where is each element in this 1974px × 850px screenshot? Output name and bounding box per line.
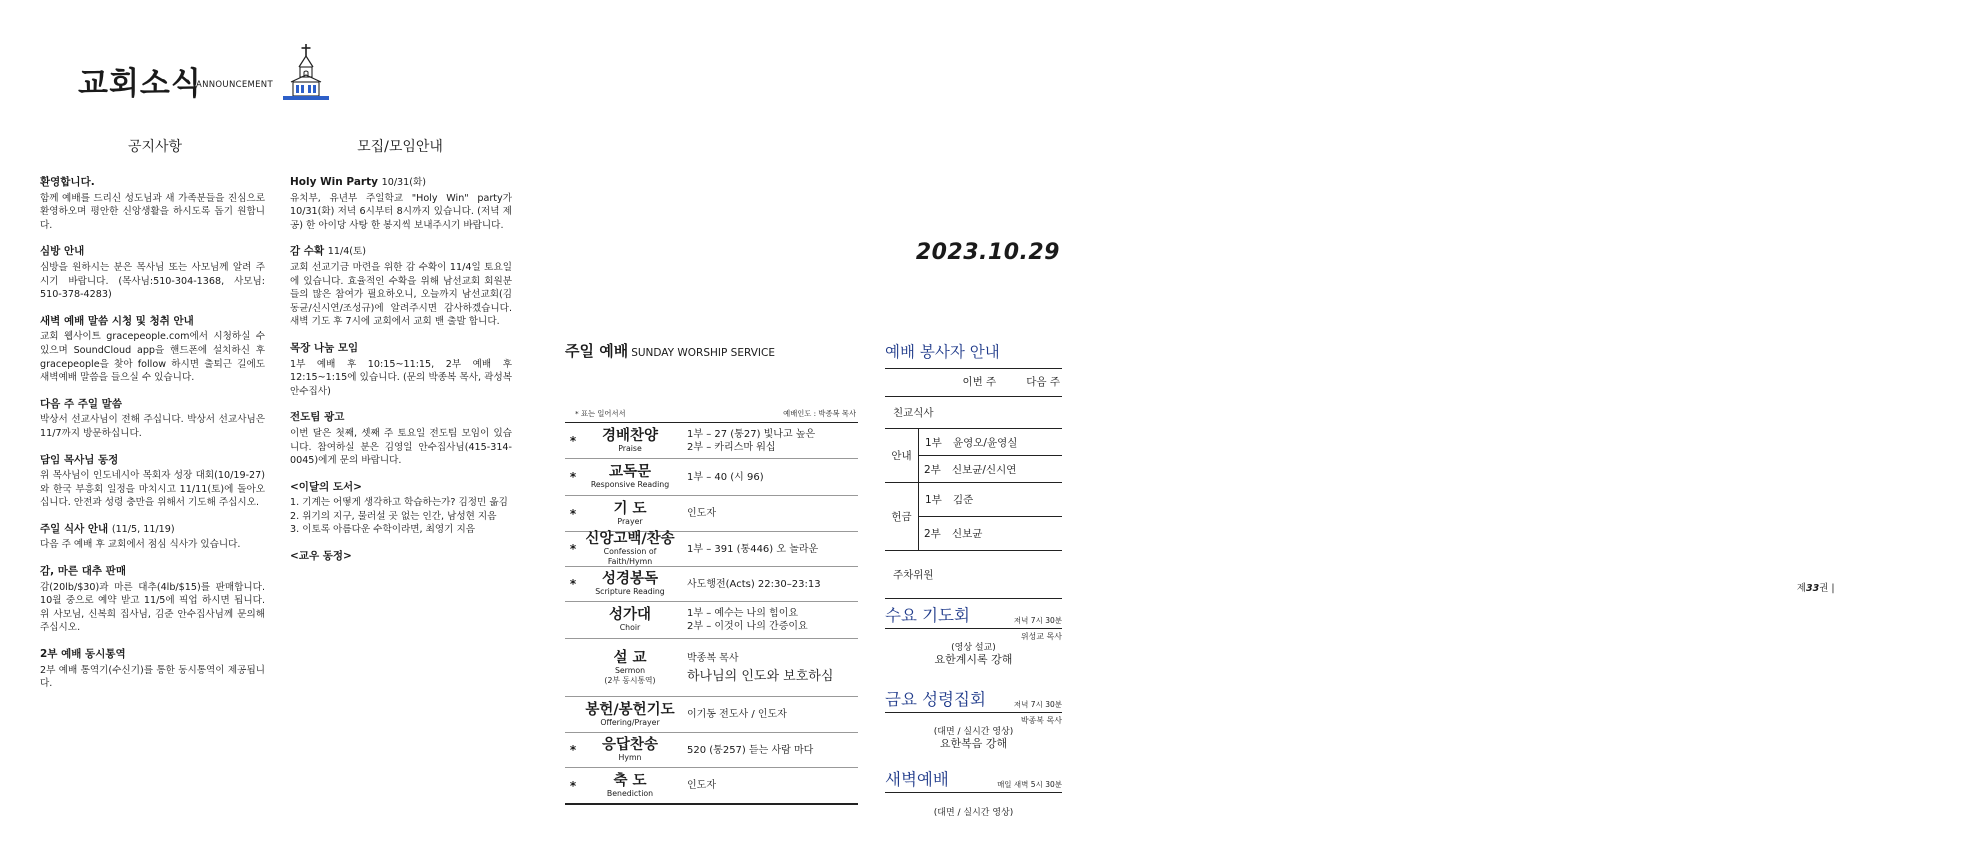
wednesday-prayer [885, 602, 1062, 666]
announcement-item [40, 398, 265, 441]
offering-label: 헌금 [885, 483, 919, 550]
book-item: 1. 기계는 어떻게 생각하고 학습하는가? 김정민 옮김 [290, 497, 508, 509]
worship-item-name: 성경봉독 Scripture Reading [595, 571, 665, 596]
worship-item-name: 설 교 Sermon (2부 동시통역) [604, 649, 656, 685]
announcement-title: 2부 예배 동시통역 [40, 648, 126, 661]
book-item: 2. 위기의 지구, 물러설 곳 없는 인간, 남성현 지음 [290, 510, 497, 522]
worship-item-name: 성가대 Choir [608, 607, 652, 632]
dawn-mode: (대면 / 실시간 영상) [933, 808, 1014, 818]
stand-mark: * [569, 506, 577, 521]
recruit-title: 감 수확 11/4(토) [290, 245, 367, 258]
issue-date: 2023.10.29 [915, 240, 1060, 265]
worship-row [565, 768, 858, 805]
wednesday-title: 수요 기도회 [885, 606, 970, 625]
col-next-week: 다음 주 [1026, 376, 1060, 388]
announcement-title: 담임 목사님 동정 [40, 453, 119, 466]
recruit-item [290, 176, 512, 232]
worship-item-detail: 1부 – 40 (시 96) [687, 471, 764, 483]
col-this-week: 이번 주 [962, 376, 997, 388]
book-item: 3. 이토록 아름다운 수학이라면, 최영기 지음 [290, 524, 475, 536]
worship-row [565, 639, 858, 697]
worship-item-detail: 인도자 [687, 780, 716, 791]
announcement-title: 심방 안내 [40, 245, 85, 258]
announcement-body: 교회 웹사이트 gracepeople.com에서 시청하실 수 있으며 SoundCloud app을 핸드폰에 설치하신 후 gracepeople을 찾아 follow 하시면 출퇴근 길에도 새벽예배 말씀을 들으실 수 있습니다. [40, 331, 265, 384]
member-news-section [290, 550, 512, 564]
parking-row: 주차위원 [885, 551, 1062, 599]
announcement-title: 새벽 예배 말씀 시청 및 청취 안내 [40, 314, 194, 327]
recruit-item [290, 411, 512, 467]
worship-item-detail: 이기동 전도사 / 인도자 [687, 709, 787, 720]
page-subtitle: ANNOUNCEMENT [196, 80, 273, 90]
announcement-body: 2부 예배 통역기(수신기)를 통한 동시통역이 제공됩니다. [40, 664, 265, 690]
worship-item-name: 신앙고백/찬송 Confession of Faith/Hymn [585, 531, 675, 566]
recruit-column [290, 176, 512, 577]
friday-topic: 요한복음 강해 [939, 737, 1008, 750]
friday-title: 금요 성령집회 [885, 690, 986, 709]
recruit-item [290, 245, 512, 329]
recruit-body: 유치부, 유년부 주일학교 "Holy Win" party가 10/31(화) 저녁 6시부터 8시까지 있습니다. (저녁 제공) 한 아이당 사탕 한 봉지씩 보내주시기 바랍니다. [290, 192, 512, 231]
guide-row: 1부 윤영오/윤영실 [925, 437, 1018, 449]
recruit-body: 이번 달은 첫째, 셋째 주 토요일 전도팀 모임이 있습니다. 참여하실 분은 김영일 안수집사님(415-314-0045)에게 문의 바랍니다. [290, 427, 512, 467]
worship-order [565, 340, 858, 805]
recruit-title: 목장 나눔 모임 [290, 341, 359, 354]
announcement-item [40, 454, 265, 510]
announcement-item [40, 176, 265, 232]
guide-label: 안내 [885, 429, 919, 482]
announcement-item [40, 648, 265, 691]
friday-service [885, 686, 1062, 750]
announcement-title: 주일 식사 안내 (11/5, 11/19) [40, 522, 175, 535]
announcement-title: 환영합니다. [40, 176, 95, 188]
friday-mode: (대면 / 실시간 영상) [933, 727, 1014, 737]
recruit-body: 교회 선교기금 마련을 위한 감 수확이 11/4일 토요일에 있습니다. 효율적인 수확을 위해 남선교회 회원분들의 많은 참여가 필요하오니, 오늘까지 남선교회(김동균/신시연/조성규)에 알려주시면 감사하겠습니다. 새벽 기도 후 7시에 교회에서 교회 밴 출발 합니다. [290, 261, 512, 328]
worship-item-detail: 1부 – 예수는 나의 힘이요 2부 – 이것이 나의 간증이요 [687, 608, 808, 632]
dawn-time: 매일 새벽 5시 30분 [997, 780, 1062, 789]
announcement-item [40, 245, 265, 301]
recruit-title: 전도팀 광고 [290, 411, 345, 424]
announcement-body: 감(20lb/$30)과 마른 대추(4lb/$15)를 판매합니다. 10월 중으로 예약 받고 11/5에 픽업 하시면 됩니다. 위 사모님, 신복희 집사님, 김준 안수집사님께 문의해 주십시오. [40, 581, 265, 634]
announcement-item [40, 315, 265, 385]
recruit-item [290, 342, 512, 398]
announcement-body: 박상서 선교사님이 전해 주십니다. 박상서 선교사님은 11/7까지 방문하십니다. [40, 414, 265, 439]
worship-item-detail: 1부 – 27 (통27) 빛나고 높은 2부 – 카리스마 워십 [687, 428, 816, 453]
announcement-body: 심방을 원하시는 분은 목사님 또는 사모님께 알려 주시기 바랍니다. (목사님:510-304-1368, 사모님: 510-378-4283) [40, 261, 265, 301]
worship-item-name: 경배찬양 Praise [601, 427, 659, 453]
stand-mark: * [569, 743, 577, 757]
announcement-title: 다음 주 주일 말씀 [40, 397, 122, 410]
announcement-body: 함께 예배를 드리신 성도님과 새 가족분들을 진심으로 환영하오며 평안한 신앙생활을 하시도록 돕기 원합니다. [40, 192, 265, 231]
church-icon [283, 42, 329, 100]
worship-item-detail: 인도자 [687, 508, 716, 519]
recruit-body: 1부 예배 후 10:15~11:15, 2부 예배 후 12:15~1:15에 있습니다. (문의 박종복 목사, 곽성복 안수집사) [290, 358, 512, 397]
recruit-heading: 모집/모임안내 [357, 139, 443, 155]
worship-row [565, 602, 858, 639]
worship-meta [565, 409, 858, 423]
offering-group [885, 483, 1062, 551]
volunteers-table [885, 340, 1062, 599]
greeting-row: 친교식사 [885, 397, 1062, 429]
worship-item-name: 봉헌/봉헌기도 Offering/Prayer [585, 701, 675, 727]
wednesday-leader: 위성교 목사 [1020, 632, 1062, 641]
worship-row [565, 733, 858, 768]
volume-label: 제33권 | [1796, 583, 1835, 594]
stand-mark: * [569, 433, 577, 448]
stand-mark: * [569, 577, 577, 591]
friday-time: 저녁 7시 30분 [1013, 700, 1062, 709]
worship-row [565, 496, 858, 532]
worship-item-name: 응답찬송 Hymn [601, 737, 659, 762]
member-news-title: <교우 동정> [290, 550, 352, 563]
friday-leader: 박종복 목사 [1020, 716, 1062, 725]
stand-mark: * [569, 542, 577, 556]
announcement-title-note: (11/5, 11/19) [111, 523, 175, 535]
stand-note: * 표는 일어서서 [575, 409, 626, 418]
worship-item-name: 기 도 Prayer [613, 500, 647, 526]
dawn-title: 새벽예배 [885, 770, 949, 789]
worship-item-detail: 520 (통257) 듣는 사람 마다 [687, 744, 814, 756]
worship-row [565, 423, 858, 459]
recruit-title: Holy Win Party 10/31(화) [290, 176, 427, 188]
dawn-service [885, 766, 1062, 819]
stand-mark: * [569, 778, 577, 793]
worship-item-detail: 사도행전(Acts) 22:30–23:13 [687, 578, 821, 590]
wednesday-mode: (영상 설교) [951, 643, 996, 653]
page-title: 교회소식 [78, 66, 202, 102]
announcement-body: 위 목사님이 인도네시아 목회자 성장 대회(10/19-27)와 한국 부흥회 일정을 마치시고 11/11(토)에 돌아오십니다. 안전과 성령 충만을 위해서 기도해 주십시오. [40, 470, 265, 509]
volunteers-header-row [885, 369, 1062, 397]
books-title: <이달의 도서> [290, 480, 362, 493]
worship-row [565, 567, 858, 602]
announcements-column [40, 176, 265, 704]
wednesday-topic: 요한계시록 강해 [934, 653, 1013, 666]
worship-row [565, 532, 858, 567]
wednesday-time: 저녁 7시 30분 [1013, 616, 1062, 625]
guide-row: 2부 신보균/신시연 [918, 455, 1062, 482]
volunteers-title: 예배 봉사자 안내 [885, 340, 1062, 369]
offering-row: 1부 김준 [925, 494, 974, 506]
worship-item-name: 축 도 Benediction [606, 772, 654, 798]
guide-group [885, 429, 1062, 483]
worship-item-detail: 1부 – 391 (통446) 오 놀라운 [687, 543, 819, 555]
worship-row [565, 697, 858, 733]
offering-row: 2부 신보균 [918, 516, 1062, 550]
worship-item-detail: 박종복 목사 하나님의 인도와 보호하심 [687, 653, 834, 684]
worship-leader: 예배인도 : 박종복 목사 [783, 409, 856, 418]
worship-item-name: 교독문 Responsive Reading [590, 464, 670, 489]
announcement-item [40, 565, 265, 635]
worship-row [565, 459, 858, 496]
worship-title: 주일 예배 SUNDAY WORSHIP SERVICE [565, 342, 775, 360]
announcement-item [40, 523, 265, 552]
stand-mark: * [569, 470, 577, 484]
announcements-heading: 공지사항 [127, 139, 183, 155]
announcement-title: 감, 마른 대추 판매 [40, 565, 126, 578]
books-section [290, 481, 512, 537]
announcement-body: 다음 주 예배 후 교회에서 점심 식사가 있습니다. [40, 539, 241, 551]
